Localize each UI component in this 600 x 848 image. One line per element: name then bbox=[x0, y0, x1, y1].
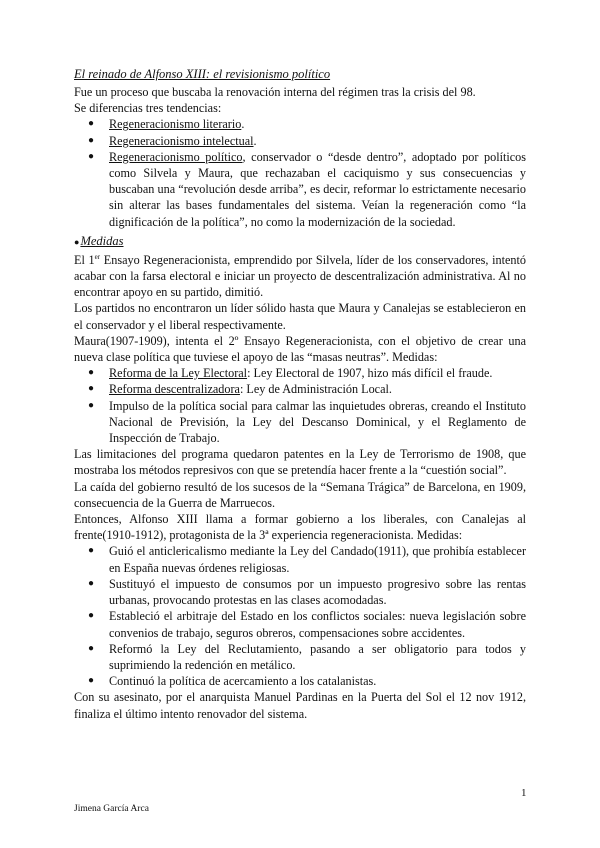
maura-list bbox=[74, 365, 526, 446]
paragraph-canalejas: Entonces, Alfonso XIII llama a formar gobierno a los liberales, con Canalejas al frente(1910-1912), protagonista de la 3ª experiencia regeneracionista. Medidas: bbox=[74, 512, 526, 543]
list-item-text: Reformó la Ley del Reclutamiento, pasando a ser obligatorio para todos y suprimiendo la redención en metálico. bbox=[109, 641, 526, 672]
paragraph-text: Ensayo Regeneracionista, emprendido por Silvela, líder de los conservadores, intentó acabar con la farsa electoral e iniciar un proyecto de descentralización administrativa. Al no encontrar apoyo en su partido, dimitió. bbox=[74, 252, 526, 300]
list-item bbox=[74, 641, 526, 673]
paragraph-text: El 1 bbox=[74, 252, 95, 267]
intro-paragraph-1: Fue un proceso que buscaba la renovación interna del régimen tras la crisis del 98. bbox=[74, 85, 476, 99]
tendencias-list bbox=[74, 116, 526, 229]
bullet-icon: ● bbox=[88, 577, 95, 589]
list-item-text: : Ley Electoral de 1907, hizo más difícil el fraude. bbox=[247, 366, 493, 381]
list-item bbox=[74, 381, 526, 397]
list-item bbox=[74, 116, 526, 132]
list-item-text: , conservador o “desde dentro”, adoptado por políticos como Silvela y Maura, que rechazaban el caciquismo y sus consecuencias y buscaban una “revolución desde arriba”, es decir, reformar lo estrictamente necesario sin alterar las bases fundamentales del sistema. Veían la regeneración como “la dignificación de la política”, no como la modernización de la sociedad. bbox=[109, 149, 526, 229]
list-item-term: Reforma descentralizadora bbox=[109, 382, 240, 397]
list-item-text: Estableció el arbitraje del Estado en los conflictos sociales: nueva legislación sobre convenios de trabajo, seguros obreros, compensaciones sobre accidentes. bbox=[109, 609, 526, 640]
section-title: Medidas bbox=[80, 233, 124, 248]
bullet-icon: ● bbox=[88, 675, 95, 687]
list-item bbox=[74, 365, 526, 381]
list-item-term: Regeneracionismo literario bbox=[109, 117, 242, 132]
bullet-icon: ● bbox=[88, 642, 95, 654]
bullet-icon: ● bbox=[88, 118, 95, 130]
list-item-text: Continuó la política de acercamiento a los catalanistas. bbox=[109, 674, 377, 689]
list-item-text: Guió el anticlericalismo mediante la Ley del Candado(1911), que prohibía establecer en España nuevas órdenes religiosas. bbox=[109, 544, 526, 575]
list-item-text: Sustituyó el impuesto de consumos por un impuesto progresivo sobre las rentas urbanas, provocando protestas en las clases acomodadas. bbox=[109, 576, 526, 608]
paragraph-maura: Maura(1907-1909), intenta el 2º Ensayo Regeneracionista, con el objetivo de crear una nueva clase política que tuviese el apoyo de las “masas neutras”. Medidas: bbox=[74, 333, 526, 365]
list-item-term: Regeneracionismo intelectual bbox=[109, 133, 254, 148]
list-item bbox=[74, 673, 526, 689]
list-item bbox=[74, 608, 526, 640]
list-item-text: . bbox=[253, 133, 257, 148]
paragraph-limitaciones: Las limitaciones del programa quedaron patentes en la Ley de Terrorismo de 1908, que mostraba los métodos represivos con que se pretendía hacer frente a la “cuestión social”. bbox=[74, 447, 526, 478]
bullet-icon: ● bbox=[88, 134, 95, 146]
list-item-text: . bbox=[241, 117, 245, 132]
page-number: 1 bbox=[521, 787, 527, 799]
bullet-icon: ● bbox=[88, 545, 95, 557]
bullet-icon: ● bbox=[88, 399, 95, 411]
list-item bbox=[74, 576, 526, 608]
paragraph-asesinato: Con su asesinato, por el anarquista Manuel Pardinas en la Puerta del Sol el 12 nov 1912, finaliza el último intento renovador del sistema. bbox=[74, 690, 526, 721]
bullet-icon: ● bbox=[88, 383, 95, 395]
bullet-icon: ● bbox=[88, 610, 95, 622]
list-item bbox=[74, 133, 526, 149]
list-item bbox=[74, 149, 526, 230]
list-item-text: Impulso de la política social para calmar las inquietudes obreras, creando el Instituto Nacional de Previsión, la Ley del Descanso Dominical, y el Reglamento de Inspección de Trabajo. bbox=[109, 398, 526, 446]
bullet-icon: ● bbox=[88, 367, 95, 379]
paragraph-partidos: Los partidos no encontraron un líder sólido hasta que Maura y Canalejas se establecieron en el conservador y el liberal respectivamente. bbox=[74, 301, 526, 332]
intro-paragraph-2: Se diferencias tres tendencias: bbox=[74, 101, 222, 116]
footer-author: Jimena García Arca bbox=[74, 804, 149, 814]
section-bullet-icon: ● bbox=[74, 236, 80, 247]
paragraph-caida: La caída del gobierno resultó de los sucesos de la “Semana Trágica” de Barcelona, en 1909, consecuencia de la Guerra de Marruecos. bbox=[74, 479, 526, 510]
canalejas-list bbox=[74, 543, 526, 689]
list-item-term: Regeneracionismo político bbox=[109, 149, 243, 164]
bullet-icon: ● bbox=[88, 150, 95, 162]
document-page bbox=[74, 66, 526, 722]
paragraph-silvela bbox=[74, 252, 526, 301]
list-item bbox=[74, 543, 526, 575]
section-heading bbox=[74, 233, 526, 251]
list-item bbox=[74, 398, 526, 447]
document-title: El reinado de Alfonso XIII: el revisionismo político bbox=[74, 67, 331, 81]
ordinal-superscript: er bbox=[94, 252, 101, 261]
list-item-term: Reforma de la Ley Electoral bbox=[109, 366, 248, 381]
list-item-text: : Ley de Administración Local. bbox=[239, 382, 392, 397]
